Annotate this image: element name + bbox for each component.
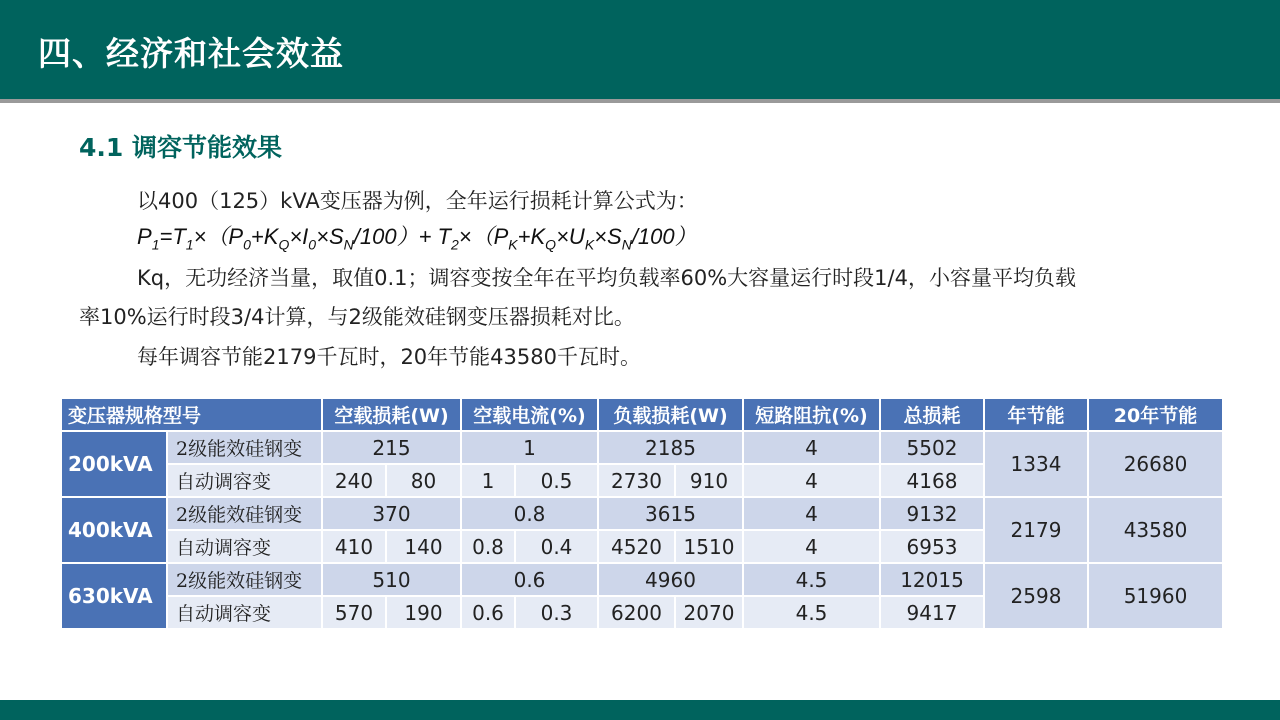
impedance-cell: 4: [744, 498, 879, 529]
type-cell: 2级能效硅钢变: [168, 432, 321, 463]
noload-loss-cell: 570: [323, 597, 385, 628]
slide-title: 四、经济和社会效益: [38, 34, 344, 73]
noload-loss-cell: 370: [323, 498, 460, 529]
header-noload-loss: 空载损耗(W): [323, 399, 460, 430]
group-label: 400kVA: [62, 498, 166, 562]
total-loss-cell: 9132: [881, 498, 983, 529]
annual-saving-cell: 2598: [985, 564, 1087, 628]
type-cell: 自动调容变: [168, 531, 321, 562]
header-divider: [0, 99, 1280, 103]
footer-bar: [0, 700, 1280, 720]
table-row: [62, 432, 1222, 463]
load-loss-cell: 3615: [599, 498, 742, 529]
total-loss-cell: 9417: [881, 597, 983, 628]
noload-loss-cell: 510: [323, 564, 460, 595]
section-title: 4.1 调容节能效果: [79, 133, 282, 162]
loss-formula: $P_1=T_1\times(P_0+K_Q\times I_0\times S_N/100)+ T_2\times(P_K+K_Q\times U_K\times S_N/100)$: [137, 224, 697, 253]
noload-current-cell: 0.3: [516, 597, 597, 628]
load-loss-cell: 2730: [599, 465, 674, 496]
load-loss-cell: 4520: [599, 531, 674, 562]
noload-loss-cell: 240: [323, 465, 385, 496]
noload-current-cell: 0.8: [462, 498, 597, 529]
table-row: [62, 498, 1222, 529]
impedance-cell: 4: [744, 432, 879, 463]
noload-loss-cell: 140: [387, 531, 460, 562]
noload-current-cell: 1: [462, 432, 597, 463]
loss-comparison-table: [60, 397, 1224, 630]
total-loss-cell: 5502: [881, 432, 983, 463]
load-loss-cell: 2070: [676, 597, 742, 628]
saving-20y-cell: 51960: [1089, 564, 1222, 628]
noload-current-cell: 0.6: [462, 597, 514, 628]
noload-current-cell: 0.5: [516, 465, 597, 496]
header-impedance: 短路阻抗(%): [744, 399, 879, 430]
saving-20y-cell: 26680: [1089, 432, 1222, 496]
type-cell: 2级能效硅钢变: [168, 498, 321, 529]
impedance-cell: 4: [744, 531, 879, 562]
load-loss-cell: 6200: [599, 597, 674, 628]
impedance-cell: 4: [744, 465, 879, 496]
load-loss-cell: 2185: [599, 432, 742, 463]
noload-current-cell: 0.8: [462, 531, 514, 562]
type-cell: 自动调容变: [168, 597, 321, 628]
noload-loss-cell: 190: [387, 597, 460, 628]
table-header-row: [62, 399, 1222, 430]
total-loss-cell: 6953: [881, 531, 983, 562]
group-label: 630kVA: [62, 564, 166, 628]
header-20y-saving: 20年节能: [1089, 399, 1222, 430]
type-cell: 2级能效硅钢变: [168, 564, 321, 595]
total-loss-cell: 12015: [881, 564, 983, 595]
saving-20y-cell: 43580: [1089, 498, 1222, 562]
paragraph-savings: 每年调容节能2179千瓦时，20年节能43580千瓦时。: [137, 345, 641, 369]
impedance-cell: 4.5: [744, 597, 879, 628]
noload-current-cell: 1: [462, 465, 514, 496]
noload-loss-cell: 215: [323, 432, 460, 463]
noload-current-cell: 0.4: [516, 531, 597, 562]
paragraph-intro: 以400（125）kVA变压器为例，全年运行损耗计算公式为：: [137, 189, 698, 213]
table-row: [62, 564, 1222, 595]
total-loss-cell: 4168: [881, 465, 983, 496]
impedance-cell: 4.5: [744, 564, 879, 595]
header-total-loss: 总损耗: [881, 399, 983, 430]
annual-saving-cell: 1334: [985, 432, 1087, 496]
load-loss-cell: 1510: [676, 531, 742, 562]
noload-current-cell: 0.6: [462, 564, 597, 595]
noload-loss-cell: 80: [387, 465, 460, 496]
annual-saving-cell: 2179: [985, 498, 1087, 562]
paragraph-kq-line2: 率10%运行时段3/4计算，与2级能效硅钢变压器损耗对比。: [79, 305, 635, 329]
load-loss-cell: 910: [676, 465, 742, 496]
noload-loss-cell: 410: [323, 531, 385, 562]
header-load-loss: 负载损耗(W): [599, 399, 742, 430]
header-model: 变压器规格型号: [62, 399, 321, 430]
type-cell: 自动调容变: [168, 465, 321, 496]
group-label: 200kVA: [62, 432, 166, 496]
paragraph-kq-line1: Kq，无功经济当量，取值0.1；调容变按全年在平均负载率60%大容量运行时段1/4，小容量平均负载: [137, 266, 1076, 290]
header-noload-current: 空载电流(%): [462, 399, 597, 430]
header-annual-saving: 年节能: [985, 399, 1087, 430]
load-loss-cell: 4960: [599, 564, 742, 595]
